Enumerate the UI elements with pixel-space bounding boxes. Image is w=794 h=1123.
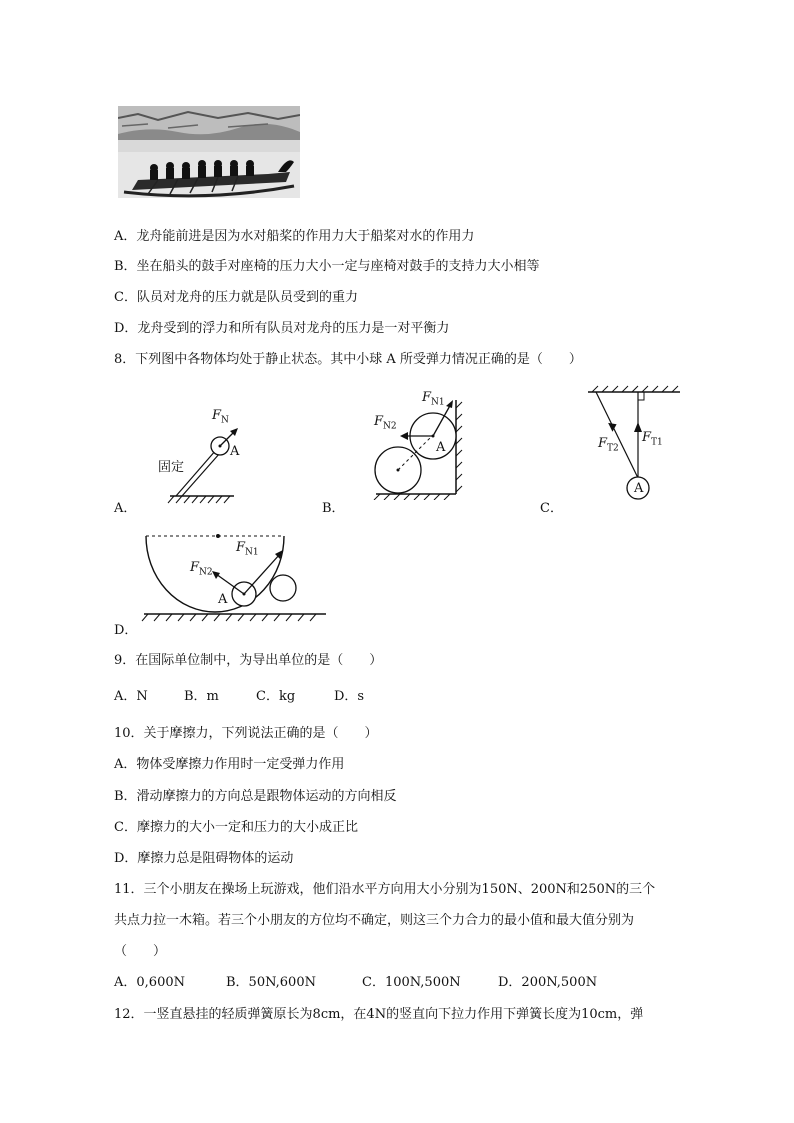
q11-option-d: D．200N,500N [498,975,598,990]
q8-label-b: B． [322,501,345,516]
q11-option-a: A．0,600N [114,975,185,990]
q8a-force-label: $F_N$ [212,408,229,426]
q8b-fn1-label: $F_{N1}$ [422,390,445,408]
q8-figure-d [140,534,330,626]
q9-stem: 9．在国际单位制中，为导出单位的是（ ） [114,653,383,668]
q11-option-b: B．50N,600N [226,975,316,990]
dragon-boat-photo [118,106,300,198]
q9-option-d: D．s [334,689,365,704]
q8c-ft1-label: $F_{T1}$ [642,430,663,448]
q8-stem: 8．下列图中各物体均处于静止状态。其中小球 A 所受弹力情况正确的是（ ） [114,352,582,367]
q7-option-c: C．队员对龙舟的压力就是队员受到的重力 [114,290,358,305]
q10-option-b: B．滑动摩擦力的方向总是跟物体运动的方向相反 [114,789,397,804]
q8a-ball-label: A [230,444,240,459]
q11-options [114,974,597,992]
q8d-fn2-label: $F_{N2}$ [190,560,213,578]
q8c-ball-label: A [634,481,644,496]
q11-stem-line3: （ ） [114,944,167,959]
q8-label-d: D． [114,623,138,638]
q8a-fixed-label: 固定 [158,460,185,475]
q8-figure-b [370,388,465,500]
q8b-ball-label: A [436,440,446,455]
q9-option-b: B．m [184,689,219,704]
q9-option-c: C．kg [256,689,296,704]
q10-option-a: A．物体受摩擦力作用时一定受弹力作用 [114,757,345,772]
q8-label-a: A． [114,501,137,516]
q10-option-c: C．摩擦力的大小一定和压力的大小成正比 [114,820,358,835]
q8-figure-c [586,384,682,504]
q8-figure-a [150,400,245,512]
q11-stem-line1: 11．三个小朋友在操场上玩游戏，他们沿水平方向用大小分别为150N、200N和250N的三个 [114,882,656,897]
q11-option-c: C．100N,500N [362,975,461,990]
q12-stem-line1: 12．一竖直悬挂的轻质弹簧原长为8cm，在4N的竖直向下拉力作用下弹簧长度为10cm，弹 [114,1007,644,1022]
q9-options [114,688,364,706]
q8d-ball-label: A [218,592,228,607]
q8c-ft2-label: $F_{T2}$ [598,436,619,454]
q10-stem: 10．关于摩擦力，下列说法正确的是（ ） [114,726,378,741]
q7-option-b: B．坐在船头的鼓手对座椅的压力大小一定与座椅对鼓手的支持力大小相等 [114,259,540,274]
q10-option-d: D．摩擦力总是阻碍物体的运动 [114,851,294,866]
q8b-fn2-label: $F_{N2}$ [374,414,397,432]
q7-option-a: A．龙舟能前进是因为水对船桨的作用力大于船桨对水的作用力 [114,229,475,244]
q8d-fn1-label: $F_{N1}$ [236,540,259,558]
q11-stem-line2: 共点力拉一木箱。若三个小朋友的方位均不确定，则这三个力合力的最小值和最大值分别为 [114,913,635,928]
q9-option-a: A．N [114,689,148,704]
q7-option-d: D．龙舟受到的浮力和所有队员对龙舟的压力是一对平衡力 [114,321,450,336]
q8-label-c: C． [540,501,563,516]
